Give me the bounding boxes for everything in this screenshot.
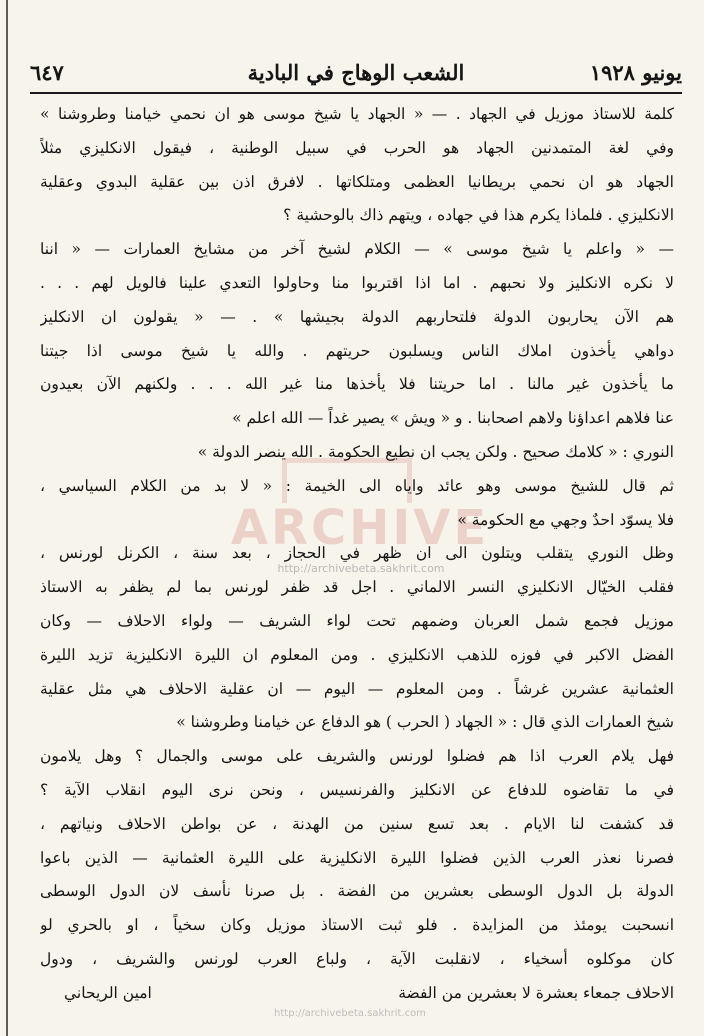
text-line: انسحبت يومئذ من المزايدة . فلو ثبت الاستاذ موزيل وكان سخياً ، او بالحري لو [40, 916, 674, 935]
text-line: موزيل فجمع شمل العربان وضمهم تحت لواء الشريف — ولواء الاحلاف — وكان [40, 611, 674, 630]
text-line: دواهي يأخذون املاك الناس ويسلبون حريتهم . والله يا شيخ موسى اذا جيتنا [40, 341, 674, 360]
text-line: الجهاد هو ان نحمي بريطانيا العظمى ومتلكاتها . لافرق اذن بين عقلية البدوي وعقلية [40, 172, 674, 191]
text-line: قد كشفت لنا الايام . بعد تسع سنين من الهدنة ، عن بواطن الاحلاف ونياتهم ، [40, 814, 674, 833]
text-line: فقلب الخيّال الانكليزي النسر الالماني . اجل قد ظفر لورنس بما لم يظفر به الاستاذ [40, 578, 674, 597]
text-line: النوري : « كلامك صحيح . ولكن يجب ان نطيع الحكومة . الله ينصر الدولة » [197, 442, 674, 461]
text-line: فلا يسوّد احدٌ وجهي مع الحكومة » [457, 510, 674, 529]
footer-watermark-url: http://archivebeta.sakhrit.com [274, 1008, 426, 1019]
text-line: الانكليزي . فلماذا يكرم هذا في جهاده ، ويتهم ذاك بالوحشية ؟ [283, 206, 674, 225]
watermark-text: ARCHIVE [230, 500, 490, 556]
text-line: — « واعلم يا شيخ موسى » — الكلام لشيخ آخر من مشايخ العمارات — « اننا [40, 240, 674, 259]
text-line: كلمة للاستاذ موزيل في الجهاد . — « الجهاد يا شيخ موسى هو ان نحمي خيامنا وطروشنا » [40, 105, 674, 123]
text-line: ما يأخذون غير مالنا . اما حريتنا فلا يأخذها منا غير الله . . . ولكنهم الآن بعيدون [40, 375, 674, 394]
closing-line [40, 977, 674, 1011]
text-line: كان موكلوه أسخياء ، لانقلبت الآية ، ولباع العرب لورنس والشريف ، ودول [40, 949, 674, 968]
article-body [40, 98, 674, 1011]
text-line: الدولة بل الدول الوسطى بعشرين من الفضة . بل صرنا نأسف لان الدول الوسطى [40, 882, 674, 901]
header-title: الشعب الوهاج في البادية [247, 60, 465, 85]
text-line: وفي لغة المتمدنين الجهاد هو الحرب في سبيل الوطنية ، فيقول الانكليزي مثلاً [40, 138, 674, 157]
text-line: فصرنا نعذر العرب الذين فضلوا الليرة الانكليزية على الليرة العثمانية — الذين باعوا [40, 848, 674, 867]
page-header [30, 52, 682, 92]
watermark-url: http://archivebeta.sakhrit.com [277, 562, 445, 575]
text-line: الفضل الاكبر في فوزه للذهب الانكليزي . ومن المعلوم ان الليرة الانكليزية تزيد الليرة [40, 645, 674, 664]
text-line: لا نكره الانكليز ولا نحبهم . اما اذا اقتربوا منا وحاولوا التعدي علينا فالويل لهم . . . [40, 273, 674, 292]
text-line: شيخ العمارات الذي قال : « الجهاد ( الحرب ) هو الدفاع عن خيامنا وطروشنا » [176, 713, 674, 732]
page-border [6, 0, 8, 1036]
header-date: يونيو ١٩٢٨ [589, 60, 682, 85]
text-line: العثمانية عشرين غرشاً . ومن المعلوم — اليوم — ان عقلية الاحلاف هي مثل عقلية [40, 679, 674, 698]
text-line: فهل يلام العرب اذا هم فضلوا لورنس والشريف على موسى والجمال ؟ وهل يلامون [40, 747, 674, 766]
text-line: ثم قال للشيخ موسى وهو عائد واياه الى الخيمة : « لا بد من الكلام السياسي ، [40, 476, 674, 495]
text-line: وظل النوري يتقلب ويتلون الى ان ظهر في الحجاز ، بعد سنة ، الكرنل لورنس ، [40, 544, 674, 563]
text-line: هم الآن يحاربون الدولة فلتحاربهم الدولة بجيشها » . — « يقولون ان الانكليز [40, 307, 674, 326]
text-line: عنا فلاهم اعداؤنا ولاهم اصحابنا . و « ويش » يصير غداً — الله اعلم » [232, 409, 674, 428]
author-signature: امين الريحاني [64, 983, 152, 1002]
page-number: ٦٤٧ [30, 60, 64, 85]
text-line: الاحلاف جمعاء بعشرة لا بعشرين من الفضة [398, 983, 674, 1002]
text-line: في ما تقاضوه للدفاع عن الانكليز والفرنسيس ، ونحن نرى اليوم انقلاب الآية ؟ [40, 780, 674, 799]
header-divider [30, 92, 682, 94]
